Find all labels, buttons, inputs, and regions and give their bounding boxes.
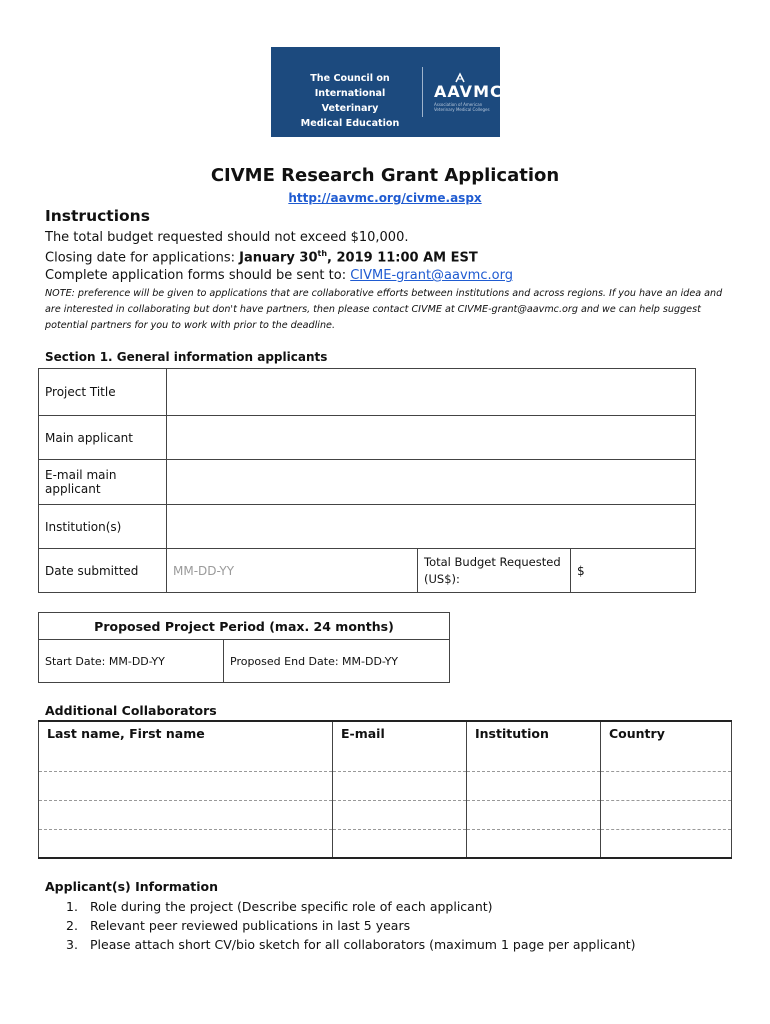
civme-aavmc-logo	[271, 47, 503, 137]
end-date-field[interactable]: Proposed End Date: MM-DD-YY	[224, 640, 450, 683]
applicant-info-heading: Applicant(s) Information	[45, 879, 219, 894]
list-item	[66, 916, 636, 935]
institution-field[interactable]	[167, 505, 696, 549]
grant-email-link[interactable]: CIVME-grant@aavmc.org	[350, 268, 513, 283]
collab-country-cell[interactable]	[601, 800, 732, 829]
total-budget-label	[418, 549, 571, 593]
project-title-field[interactable]	[167, 369, 696, 416]
project-period-heading: Proposed Project Period (max. 24 months)	[39, 613, 450, 640]
main-applicant-label: Main applicant	[39, 416, 167, 460]
logo-line-2: International Veterinary	[314, 88, 386, 114]
logo-org-name	[285, 71, 415, 131]
closing-prefix: Closing date for applications:	[45, 250, 240, 266]
list-item-text: Please attach short CV/bio sketch for all collaborators (maximum 1 page per applicant)	[90, 937, 636, 952]
closing-sup: th	[317, 249, 328, 258]
col-institution-header: Institution	[467, 721, 601, 771]
list-item-text: Relevant peer reviewed publications in last 5 years	[90, 918, 411, 933]
logo-line-1: The Council on	[310, 73, 390, 84]
list-item	[66, 935, 636, 954]
collab-email-cell[interactable]	[333, 829, 467, 858]
page-title: CIVME Research Grant Application	[210, 165, 560, 186]
closing-date-line	[45, 249, 478, 265]
collab-email-cell[interactable]	[333, 771, 467, 800]
general-info-table	[38, 368, 696, 593]
email-field[interactable]	[167, 460, 696, 505]
collab-institution-cell[interactable]	[467, 771, 601, 800]
send-prefix: Complete application forms should be sent to:	[45, 268, 351, 283]
list-item-number: 3.	[66, 937, 78, 952]
project-period-table	[38, 612, 450, 683]
send-line	[45, 268, 513, 283]
date-submitted-label: Date submitted	[39, 549, 167, 593]
budget-line: The total budget requested should not exceed $10,000.	[45, 230, 409, 245]
main-applicant-field[interactable]	[167, 416, 696, 460]
date-submitted-field[interactable]: MM-DD-YY	[167, 549, 418, 593]
section1-heading: Section 1. General information applicants	[45, 350, 328, 364]
list-item-text: Role during the project (Describe specific role of each applicant)	[90, 899, 493, 914]
collab-institution-cell[interactable]	[467, 829, 601, 858]
project-title-label: Project Title	[39, 369, 167, 416]
table-row	[39, 800, 732, 829]
institution-label: Institution(s)	[39, 505, 167, 549]
table-row	[39, 771, 732, 800]
col-country-header: Country	[601, 721, 732, 771]
email-label-line1: E-mail main	[45, 468, 117, 482]
list-item	[66, 897, 636, 916]
collab-institution-cell[interactable]	[467, 800, 601, 829]
closing-time: , 2019 11:00 AM EST	[327, 250, 478, 266]
collaborators-heading: Additional Collaborators	[45, 703, 217, 718]
list-item-number: 2.	[66, 918, 78, 933]
total-budget-label-line1: Total Budget Requested	[424, 554, 561, 569]
table-row	[39, 829, 732, 858]
collaborators-table	[38, 720, 732, 859]
collab-name-cell[interactable]	[39, 800, 333, 829]
col-email-header: E-mail	[333, 721, 467, 771]
email-label	[39, 460, 167, 505]
collab-country-cell[interactable]	[601, 829, 732, 858]
collab-country-cell[interactable]	[601, 771, 732, 800]
logo-brand-sub: Association of American Veterinary Medical Colleges	[434, 102, 490, 112]
total-budget-label-line2: (US$):	[424, 571, 460, 586]
logo-brand: AAVMC	[434, 82, 503, 101]
applicant-info-list	[66, 897, 636, 954]
preference-note: NOTE: preference will be given to applications that are collaborative efforts between institutions and across regions. If you have an idea and are interested in collaborating but don't have partners, then please contact CIVME at CIVME-grant@aavmc.org and we can help suggest potential partners for you to work with prior to the deadline.	[45, 288, 723, 331]
civme-link[interactable]: http://aavmc.org/civme.aspx	[288, 191, 482, 205]
collab-email-cell[interactable]	[333, 800, 467, 829]
total-budget-field[interactable]: $	[571, 549, 696, 593]
instructions-heading: Instructions	[45, 207, 150, 225]
col-name-header: Last name, First name	[39, 721, 333, 771]
collab-name-cell[interactable]	[39, 829, 333, 858]
collab-name-cell[interactable]	[39, 771, 333, 800]
logo-line-3: Medical Education	[300, 118, 400, 129]
start-date-field[interactable]: Start Date: MM-DD-YY	[39, 640, 224, 683]
logo-divider	[422, 67, 423, 117]
email-label-line2: applicant	[45, 482, 101, 496]
closing-date: January 30	[239, 250, 318, 266]
list-item-number: 1.	[66, 899, 78, 914]
